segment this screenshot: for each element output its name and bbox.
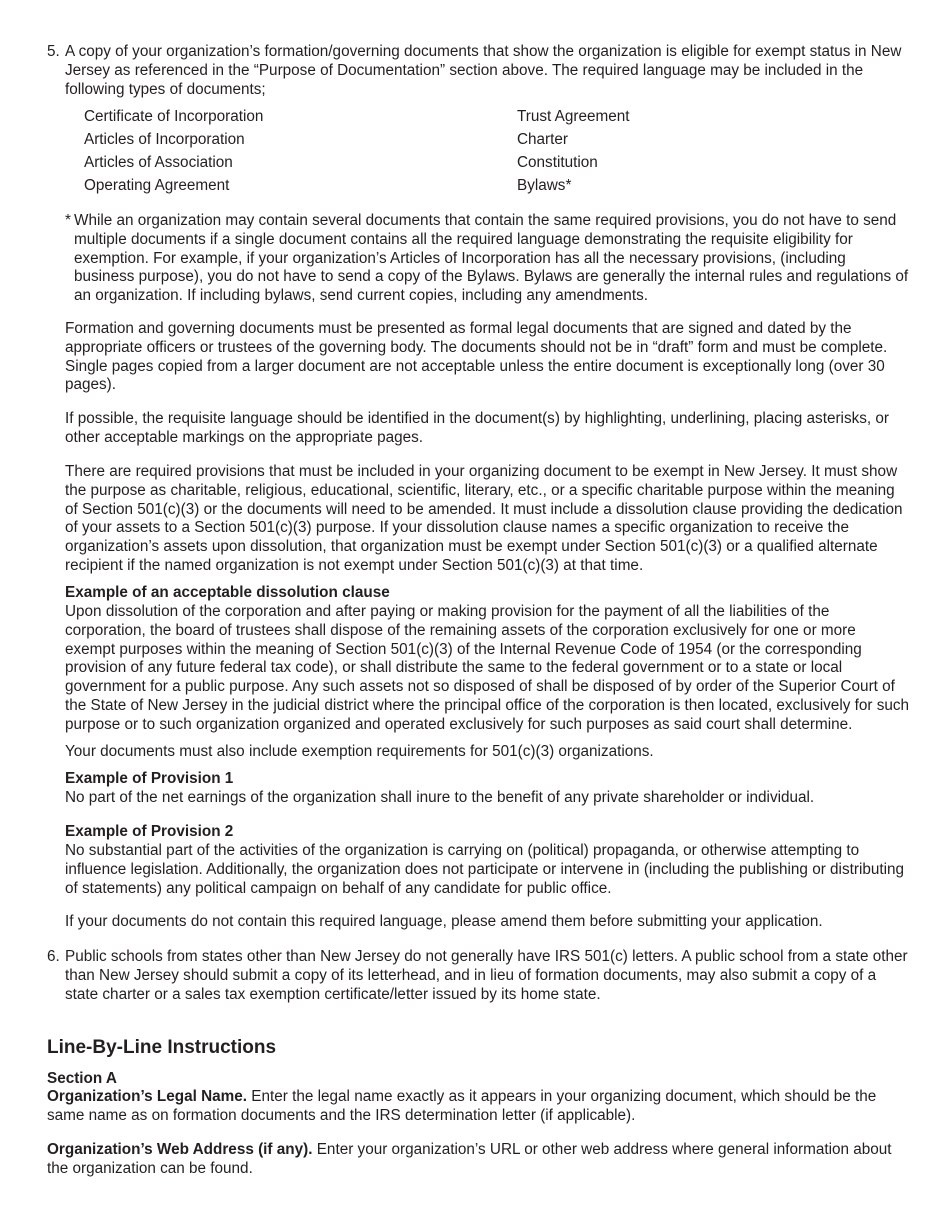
provision-1-heading: Example of Provision 1 [65, 770, 234, 787]
doc-type-certificate-of-incorporation: Certificate of Incorporation [84, 108, 264, 125]
highlight-language-paragraph: If possible, the requisite language should be identified in the document(s) by highlighting, underlining, placing asterisks, or other acceptable markings on the appropriate pages. [65, 410, 889, 446]
item-5-number: 5. [47, 43, 60, 60]
doc-type-articles-of-incorporation: Articles of Incorporation [84, 131, 245, 148]
legal-name-text: Enter the legal name exactly as it appears in your organizing document, which should be the same name as on formation documents and the IRS determination letter (if applicable). [47, 1088, 877, 1124]
web-address-label: Organization’s Web Address (if any). [47, 1141, 313, 1158]
footnote-text: While an organization may contain several documents that contain the same required provisions, you do not have to send multiple documents if a single document contains all the required language demonstrating the requisite eligibility for exemption. For example, if your organization’s Articles of Incorporation has all the necessary provisions, (including business purpose), you do not have to send a copy of the Bylaws. Bylaws are generally the internal rules and regulations of an organization. If including bylaws, send current copies, including any amendments. [74, 212, 909, 305]
legal-name-instruction [47, 1088, 912, 1126]
legal-name-label: Organization’s Legal Name. [47, 1088, 248, 1105]
doc-type-operating-agreement: Operating Agreement [84, 177, 230, 194]
doc-type-charter: Charter [517, 131, 569, 148]
doc-type-trust-agreement: Trust Agreement [517, 108, 630, 125]
line-by-line-heading: Line-By-Line Instructions [47, 1037, 277, 1058]
provision-2-text: No substantial part of the activities of the organization is carrying on (political) propaganda, or otherwise attempting to influence legislation. Additionally, the organization does not participate or intervene in (including the publishing or distributing of statements) any political campaign on behalf of any candidate for public office. [65, 842, 905, 897]
doc-type-articles-of-association: Articles of Association [84, 154, 233, 171]
item-5-intro: A copy of your organization’s formation/governing documents that show the organization is eligible for exempt status in New Jersey as referenced in the “Purpose of Documentation” section above. The required language may be included in the following types of documents; [65, 43, 902, 98]
formal-documents-paragraph: Formation and governing documents must be presented as formal legal documents that are signed and dated by the appropriate officers or trustees of the governing body. The documents should not be in “draft” form and must be complete. Single pages copied from a larger document are not acceptable unless the entire document is exceptionally long (over 30 pages). [65, 320, 888, 394]
provision-2-heading: Example of Provision 2 [65, 823, 234, 840]
item-6-text: Public schools from states other than New Jersey do not generally have IRS 501(c) letters. A public school from a state other than New Jersey should submit a copy of its letterhead, and in lieu of formation documents, may also submit a copy of a state charter or a sales tax exemption certificate/letter issued by its home state. [65, 948, 908, 1003]
item-6-number: 6. [47, 948, 60, 965]
bylaws-footnote [65, 212, 910, 306]
dissolution-clause-text: Upon dissolution of the corporation and after paying or making provision for the payment of all the liabilities of the corporation, the board of trustees shall dispose of the remaining assets of the corporation exclusively for one or more exempt purposes within the meaning of Section 501(c)(3) of the Internal Revenue Code of 1954 (or the corresponding provision of any future federal tax code), or shall distribute the same to the federal government or to a state or local government for a public purpose. Any such assets not so disposed of shall be disposed of by order of the Superior Court of the State of New Jersey in the judicial district where the principal office of the corporation is then located, exclusively for such purpose or to such organization organized and operated exclusively for such purposes as said court shall determine. [65, 603, 910, 733]
exemption-requirements-paragraph: Your documents must also include exemption requirements for 501(c)(3) organizations. [65, 743, 654, 760]
web-address-instruction [47, 1141, 912, 1179]
dissolution-clause-heading: Example of an acceptable dissolution clause [65, 584, 390, 601]
doc-type-constitution: Constitution [517, 154, 598, 171]
required-provisions-paragraph: There are required provisions that must be included in your organizing document to be exempt in New Jersey. It must show the purpose as charitable, religious, educational, scientific, literary, etc., or a specific charitable purpose within the meaning of Section 501(c)(3) or the documents will need to be amended. It must include a dissolution clause providing the dedication of your assets to a Section 501(c)(3) purpose. If your dissolution clause names a specific organization to receive the organization’s assets upon dissolution, that organization must be exempt under Section 501(c)(3) or a qualified alternate recipient if the named organization is not exempt under Section 501(c)(3) at that time. [65, 463, 903, 574]
footnote-asterisk: * [65, 212, 71, 229]
section-a-label: Section A [47, 1070, 117, 1087]
web-address-text: Enter your organization’s URL or other web address where general information about the organization can be found. [47, 1141, 892, 1177]
provision-1-text: No part of the net earnings of the organization shall inure to the benefit of any private shareholder or individual. [65, 789, 815, 806]
doc-type-bylaws: Bylaws* [517, 177, 572, 194]
amend-documents-paragraph: If your documents do not contain this required language, please amend them before submitting your application. [65, 913, 823, 930]
